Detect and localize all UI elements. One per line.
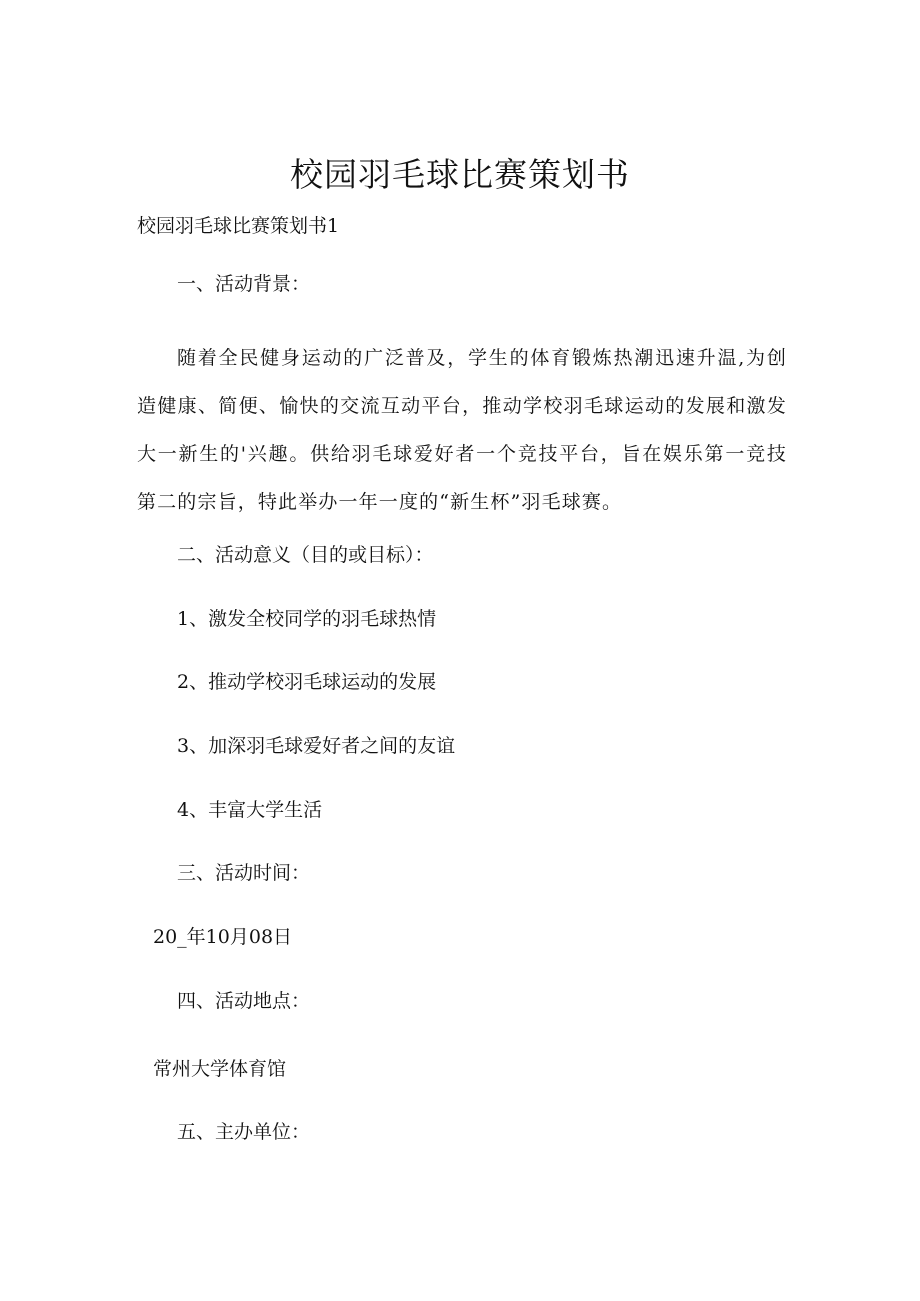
section-heading-time: 三、活动时间： (177, 862, 311, 884)
goal-item: 4、丰富大学生活 (177, 799, 323, 821)
goal-item: 3、加深羽毛球爱好者之间的友谊 (177, 735, 456, 757)
section-heading-location: 四、活动地点： (177, 990, 311, 1012)
goal-item: 1、激发全校同学的羽毛球热情 (177, 608, 437, 630)
document-title: 校园羽毛球比赛策划书 (290, 155, 630, 194)
section-heading-organizer: 五、主办单位： (177, 1121, 311, 1143)
event-date: 20_年10月08日 (153, 926, 293, 948)
document-subtitle: 校园羽毛球比赛策划书1 (137, 215, 340, 237)
section-heading-background: 一、活动背景： (177, 273, 311, 295)
background-paragraph: 随着全民健身运动的广泛普及，学生的体育锻炼热潮迅速升温,为创造健康、简便、愉快的交流互动平台，推动学校羽毛球运动的发展和激发大一新生的'兴趣。供给羽毛球爱好者一个竞技平台，旨在娱乐第一竞技第二的宗旨，特此举办一年一度的“新生杯”羽毛球赛。 (137, 347, 787, 513)
goal-item: 2、推动学校羽毛球运动的发展 (177, 671, 437, 693)
section-heading-purpose: 二、活动意义（目的或目标）： (177, 544, 434, 566)
event-location: 常州大学体育馆 (153, 1058, 287, 1080)
